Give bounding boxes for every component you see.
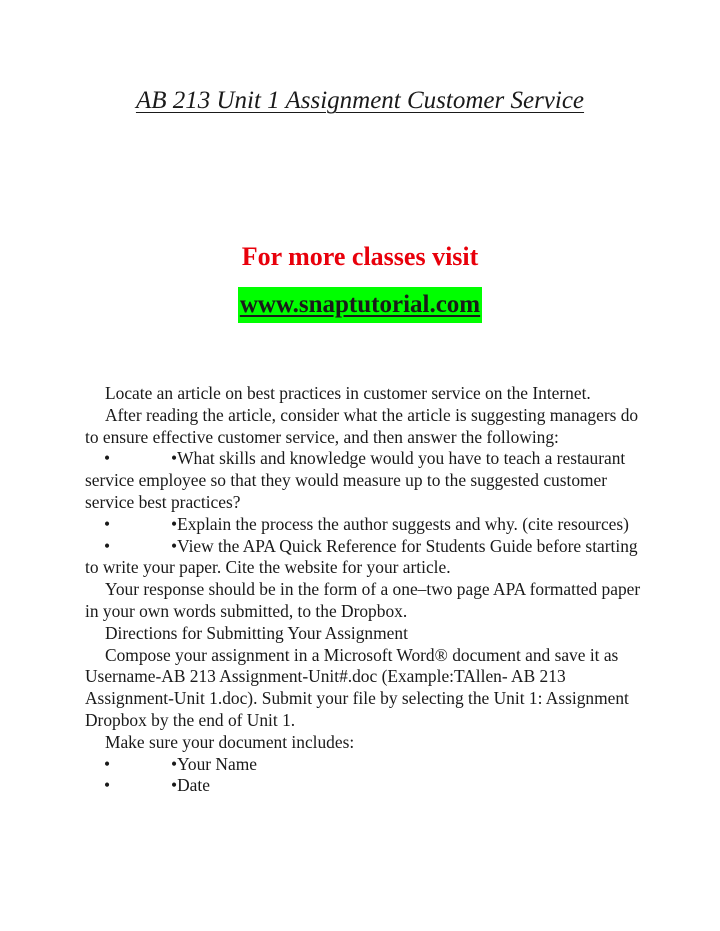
bullet-marker: • <box>104 753 111 774</box>
promo-link-container <box>0 287 720 323</box>
bullet-your-name <box>85 754 645 776</box>
bullet-text: •View the APA Quick Reference for Students Guide before starting to write your paper. Cite the website for your article. <box>85 535 638 578</box>
paragraph-compose-assignment: Compose your assignment in a Microsoft Word® document and save it as Username-AB 213 Assignment-Unit#.doc (Example:TAllen- AB 213 Assignment-Unit 1.doc). Submit your file by selecting the Unit 1: Assignment Dropbox by the end of Unit 1. <box>85 644 629 730</box>
paragraph-directions-heading: Directions for Submitting Your Assignment <box>105 622 408 643</box>
bullet-apa-reference <box>85 536 645 580</box>
paragraph-locate-article: Locate an article on best practices in customer service on the Internet. <box>105 383 591 403</box>
bullet-skills-knowledge <box>85 448 645 513</box>
bullet-marker: • <box>104 775 111 796</box>
bullet-text: •What skills and knowledge would you have to teach a restaurant service employee so that they would measure up to the suggested customer service best practices? <box>85 448 626 512</box>
document-title: AB 213 Unit 1 Assignment Customer Service <box>135 87 585 114</box>
paragraph-response-format: Your response should be in the form of a one–two page APA formatted paper in your own words submitted, to the Dropbox. <box>85 579 641 621</box>
bullet-marker: • <box>104 513 111 534</box>
bullet-explain-process <box>85 514 645 536</box>
bullet-marker: • <box>104 535 111 556</box>
promo-heading: For more classes visit <box>241 242 479 271</box>
paragraph-make-sure: Make sure your document includes: <box>105 731 355 752</box>
bullet-text: •Your Name <box>171 753 257 774</box>
bullet-marker: • <box>104 448 111 469</box>
snaptutorial-link[interactable]: www.snaptutorial.com <box>238 287 482 323</box>
bullet-text: •Date <box>171 775 210 796</box>
assignment-body <box>85 383 645 797</box>
paragraph-after-reading: After reading the article, consider what the article is suggesting managers do to ensure effective customer service, and then answer the following: <box>85 404 639 447</box>
bullet-date <box>85 775 645 797</box>
bullet-text: •Explain the process the author suggests and why. (cite resources) <box>171 513 629 534</box>
